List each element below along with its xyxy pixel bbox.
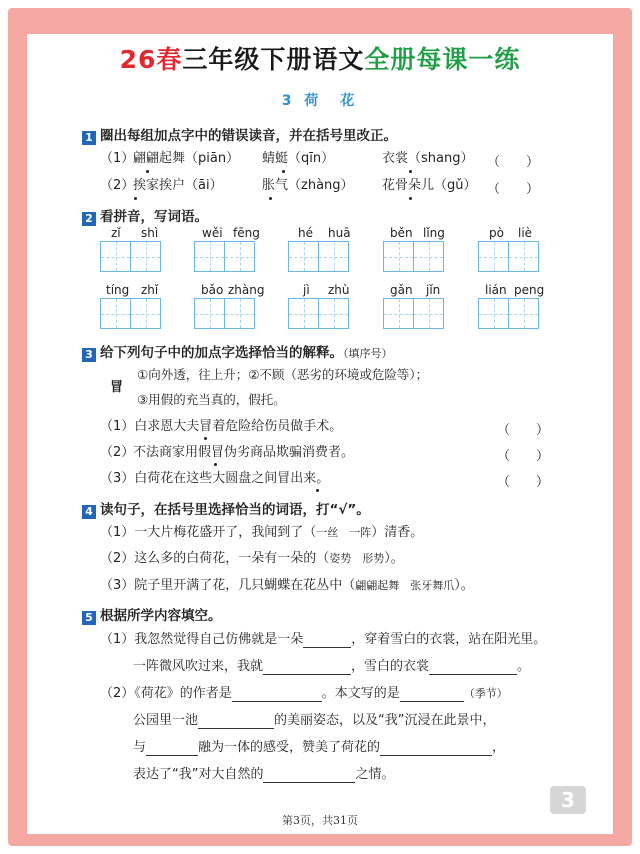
writing-grid[interactable]	[478, 298, 538, 329]
fill-blank[interactable]	[303, 634, 351, 648]
s3-q1-answer[interactable]: （ ）	[497, 423, 550, 438]
emphasis-dot	[282, 170, 285, 173]
pinyin: lián	[485, 283, 507, 297]
s4-options-1[interactable]: 一丝 一阵	[316, 526, 372, 539]
pinyin: běn	[390, 226, 413, 240]
pinyin: fēng	[233, 226, 260, 240]
s1-row1-answer[interactable]: （ ）	[487, 155, 540, 170]
fill-blank[interactable]	[380, 742, 492, 756]
s1-row1-a: 翩翩起舞（piān）	[133, 151, 240, 166]
pinyin: bǎo	[201, 283, 224, 297]
emphasis-dot	[134, 197, 137, 200]
pinyin: liè	[518, 226, 533, 240]
writing-grid[interactable]	[383, 241, 443, 272]
writing-grid[interactable]	[194, 241, 254, 272]
section-1-heading: 1 圈出每组加点字中的错误读音，并在括号里改正。	[82, 124, 397, 145]
section-3-heading: 3 给下列句子中的加点字选择恰当的解释。（填序号）	[82, 341, 393, 362]
s4-line-2: （2）这么多的白荷花，一朵有一朵的（姿势 形势）。	[100, 551, 404, 566]
fill-blank[interactable]	[263, 661, 351, 675]
writing-grid[interactable]	[100, 298, 160, 329]
writing-grid[interactable]	[288, 298, 348, 329]
writing-grid[interactable]	[288, 241, 348, 272]
emphasis-dot	[214, 463, 217, 466]
fill-blank[interactable]	[146, 742, 198, 756]
s3-meaning-2: ③用假的充当真的，假托。	[137, 392, 286, 407]
s4-line-1: （1）一大片梅花盛开了，我闻到了（一丝 一阵）清香。	[100, 525, 424, 540]
s4-line-3: （3）院子里开满了花，几只蝴蝶在花丛中（翩翩起舞 张牙舞爪）。	[100, 578, 474, 593]
pinyin: tíng	[106, 283, 130, 297]
writing-grid[interactable]	[478, 241, 538, 272]
pinyin: gǎn	[390, 283, 413, 297]
s3-q2-answer[interactable]: （ ）	[497, 449, 550, 464]
s1-row1-b: 蜻蜓（qīn）	[262, 151, 335, 166]
s1-row2-b: 胀气（zhàng）	[262, 178, 354, 193]
pinyin: jǐn	[426, 283, 441, 297]
fill-blank[interactable]	[263, 769, 355, 783]
section-4-heading: 4 读句子，在括号里选择恰当的词语，打“√”。	[82, 498, 370, 519]
s4-options-2[interactable]: 姿势 形势	[329, 552, 385, 565]
emphasis-dot	[269, 197, 272, 200]
s5-line-3: （2）《荷花》的作者是 。本文写的是 （季节）	[100, 686, 508, 701]
s1-row2-c: 花骨朵儿（gǔ）	[382, 178, 477, 193]
s3-char: 冒	[110, 380, 124, 395]
s3-q3-answer[interactable]: （ ）	[497, 475, 550, 490]
pinyin: jì	[303, 283, 310, 297]
pinyin: zǐ	[111, 226, 121, 240]
s4-options-3[interactable]: 翩翩起舞 张牙舞爪	[355, 579, 455, 592]
pinyin: zhǐ	[141, 283, 159, 297]
s3-q2: 不法商家用假冒伪劣商品欺骗消费者。	[133, 445, 355, 460]
pinyin: wěi	[202, 226, 223, 240]
page-number-badge: 3	[550, 786, 586, 814]
page-title: 26春三年级下册语文全册每课一练	[119, 45, 521, 74]
s3-meaning-1: ①向外透，往上升；②不顾（恶劣的环境或危险等）；	[137, 367, 429, 382]
s1-row2-answer[interactable]: （ ）	[487, 182, 540, 197]
writing-grid[interactable]	[194, 298, 254, 329]
fill-blank[interactable]	[198, 715, 274, 729]
s5-line-4: 公园里一池 的美丽姿态，以及“我”沉浸在此景中，	[133, 713, 496, 728]
pinyin: zhù	[328, 283, 350, 297]
page-footer: 第3页，共31页	[282, 814, 358, 827]
fill-blank[interactable]	[429, 661, 517, 675]
pinyin: peng	[514, 283, 545, 297]
s3-q1: （1）白求恩大夫冒着危险给伤员做手术。	[100, 419, 343, 434]
writing-grid[interactable]	[383, 298, 443, 329]
pinyin: pò	[489, 226, 504, 240]
lesson-title: 3 荷 花	[281, 93, 359, 109]
pinyin: hé	[298, 226, 313, 240]
emphasis-dot	[409, 170, 412, 173]
s3-q3: （3）白荷花在这些大圆盘之间冒出来。	[100, 471, 330, 486]
pinyin: shì	[141, 226, 159, 240]
writing-grid[interactable]	[100, 241, 160, 272]
s1-row2-no: （2）	[100, 178, 135, 193]
fill-blank[interactable]	[400, 688, 464, 702]
emphasis-dot	[204, 437, 207, 440]
fill-blank[interactable]	[232, 688, 322, 702]
section-5-heading: 5 根据所学内容填空。	[82, 604, 222, 625]
s1-row1-no: （1）	[100, 151, 135, 166]
pinyin: lǐng	[423, 226, 445, 240]
s5-line-5: 与 融为一体的感受，赞美了荷花的 ，	[133, 740, 506, 755]
s5-line-1: （1）我忽然觉得自己仿佛就是一朵 ，穿着雪白的衣裳，站在阳光里。	[100, 632, 547, 647]
s5-line-6: 表达了“我”对大自然的 之情。	[133, 767, 395, 782]
s1-row2-a: 挨家挨户（āi）	[133, 178, 223, 193]
emphasis-dot	[409, 197, 412, 200]
s5-line-2: 一阵微风吹过来，我就 ，雪白的衣裳 。	[133, 659, 531, 674]
section-2-heading: 2 看拼音，写词语。	[82, 205, 208, 226]
s1-row1-c: 衣裳（shang）	[382, 151, 474, 166]
emphasis-dot	[146, 170, 149, 173]
s3-q2-no: （2）	[100, 445, 135, 460]
pinyin: huā	[328, 226, 351, 240]
pinyin: zhàng	[228, 283, 265, 297]
emphasis-dot	[316, 489, 319, 492]
